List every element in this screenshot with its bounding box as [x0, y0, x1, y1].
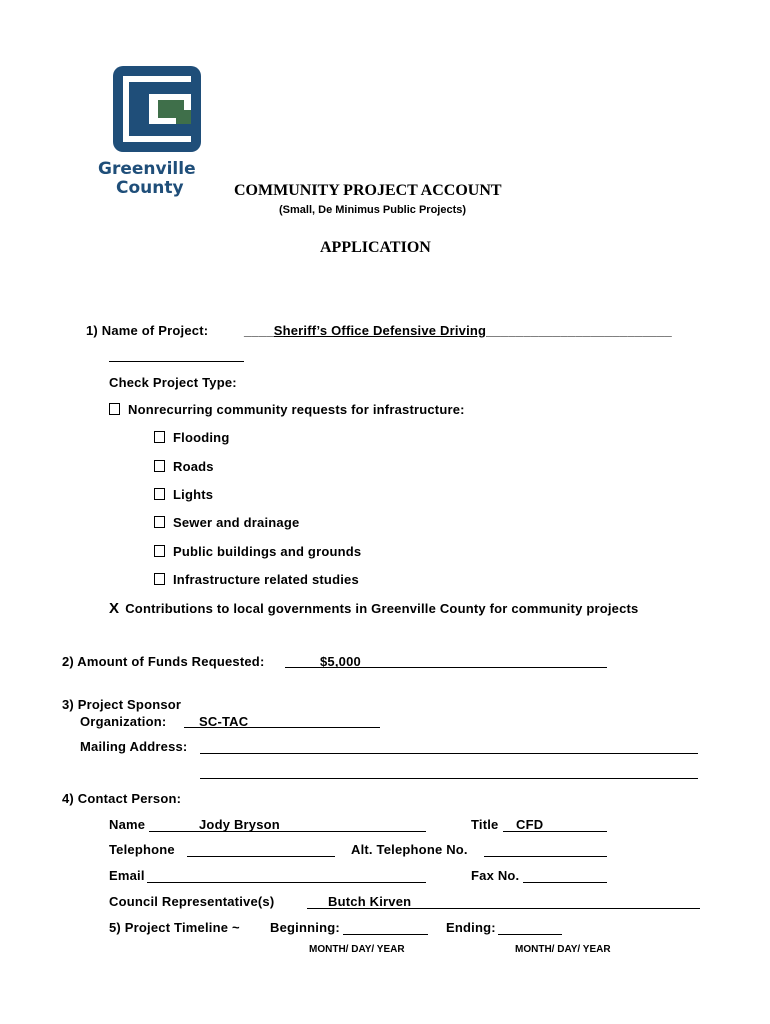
name-value[interactable]: Jody Bryson [199, 817, 280, 832]
mailing-address-label: Mailing Address: [80, 739, 188, 754]
q5-label: 5) Project Timeline ~ [109, 920, 240, 935]
document-title: COMMUNITY PROJECT ACCOUNT [234, 182, 502, 199]
telephone-line[interactable] [187, 856, 335, 857]
infrastructure-option[interactable] [109, 402, 465, 417]
option-roads[interactable] [154, 459, 214, 474]
county-logo [96, 62, 222, 202]
mailing-address-line-2[interactable] [200, 778, 698, 779]
organization-label: Organization: [80, 714, 167, 729]
project-name-field[interactable] [244, 323, 672, 338]
option-flooding[interactable] [154, 430, 229, 445]
flooding-checkbox[interactable] [154, 431, 165, 443]
infrastructure-studies-checkbox[interactable] [154, 573, 165, 585]
check-project-type-label: Check Project Type: [109, 375, 237, 390]
title-label: Title [471, 817, 499, 832]
q2-label: 2) Amount of Funds Requested: [62, 654, 265, 669]
application-heading: APPLICATION [320, 239, 431, 256]
public-buildings-label: Public buildings and grounds [173, 544, 362, 559]
telephone-label: Telephone [109, 842, 175, 857]
flooding-label: Flooding [173, 430, 230, 445]
document-subtitle: (Small, De Minimus Public Projects) [279, 204, 467, 216]
alt-telephone-line[interactable] [484, 856, 607, 857]
option-sewer[interactable] [154, 515, 299, 530]
public-buildings-checkbox[interactable] [154, 545, 165, 557]
infrastructure-label: Nonrecurring community requests for infrastructure: [128, 402, 465, 417]
fax-line[interactable] [523, 882, 607, 883]
q1-label: 1) Name of Project: [86, 323, 209, 338]
roads-label: Roads [173, 459, 214, 474]
council-rep-label: Council Representative(s) [109, 894, 275, 909]
ending-date-hint: MONTH/ DAY/ YEAR [515, 944, 611, 955]
roads-checkbox[interactable] [154, 460, 165, 472]
organization-value[interactable]: SC-TAC [199, 714, 249, 729]
sewer-label: Sewer and drainage [173, 515, 300, 530]
gc-logo-icon [96, 62, 222, 162]
logo-text-county: County [116, 178, 184, 198]
infrastructure-studies-label: Infrastructure related studies [173, 572, 359, 587]
project-name-value[interactable]: Sheriff’s Office Defensive Driving [273, 323, 487, 338]
beginning-line[interactable] [343, 934, 428, 935]
alt-telephone-label: Alt. Telephone No. [351, 842, 468, 857]
email-label: Email [109, 868, 145, 883]
beginning-label: Beginning: [270, 920, 340, 935]
project-name-suffix: _________________________ [486, 323, 672, 338]
funds-requested-value[interactable]: $5,000 [320, 654, 361, 669]
q3-label: 3) Project Sponsor [62, 697, 182, 712]
name-label: Name [109, 817, 146, 832]
option-lights[interactable] [154, 487, 213, 502]
mailing-address-line-1[interactable] [200, 753, 698, 754]
sewer-checkbox[interactable] [154, 516, 165, 528]
ending-line[interactable] [498, 934, 562, 935]
beginning-date-hint: MONTH/ DAY/ YEAR [309, 944, 405, 955]
lights-checkbox[interactable] [154, 488, 165, 500]
infrastructure-checkbox[interactable] [109, 403, 120, 415]
council-rep-value[interactable]: Butch Kirven [328, 894, 412, 909]
option-contributions[interactable] [109, 600, 639, 617]
project-name-continuation-line[interactable] [109, 361, 244, 362]
contributions-check-mark[interactable]: X [109, 600, 120, 617]
logo-text-greenville: Greenville [98, 159, 196, 179]
fax-label: Fax No. [471, 868, 520, 883]
project-name-prefix: ____ [244, 323, 274, 338]
ending-label: Ending: [446, 920, 496, 935]
title-value[interactable]: CFD [516, 817, 544, 832]
option-public-buildings[interactable] [154, 544, 361, 559]
option-infrastructure-studies[interactable] [154, 572, 359, 587]
contributions-label: Contributions to local governments in Greenville County for community projects [125, 601, 639, 616]
name-line[interactable] [149, 831, 426, 832]
q4-label: 4) Contact Person: [62, 791, 182, 806]
lights-label: Lights [173, 487, 214, 502]
email-line[interactable] [147, 882, 426, 883]
